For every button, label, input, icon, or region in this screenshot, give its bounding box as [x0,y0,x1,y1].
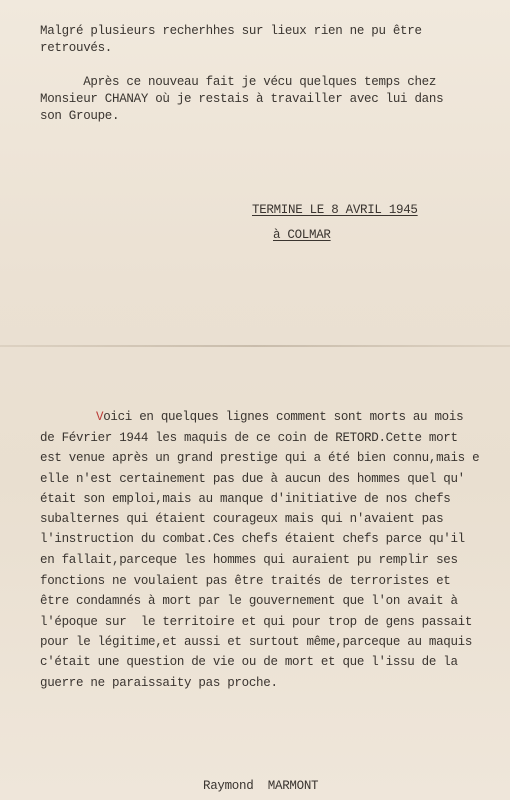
text-line: retrouvés. [40,41,113,55]
text-line: en fallait,parceque les hommes qui auraient pu remplir ses [40,553,458,567]
text-line: être condamnés à mort par le gouvernement que l'on avait à [40,594,458,608]
drop-letter: V [96,410,104,424]
text-line: elle n'est certainement pas due à aucun des hommes quel qu' [40,472,465,486]
body-first-line-text: oici en quelques lignes comment sont morts au mois [103,410,464,424]
text-line: est venue après un grand prestige qui a été bien connu,mais e [40,451,480,465]
text-line: de Février 1944 les maquis de ce coin de RETORD.Cette mort [40,431,458,445]
text-line: était son emploi,mais au manque d'initiative de nos chefs [40,492,451,506]
text-line: Monsieur CHANAY où je restais à travailler avec lui dans [40,92,444,106]
text-line: Après ce nouveau fait je vécu quelques temps chez [40,75,437,89]
text-line: fonctions ne voulaient pas être traités de terroristes et [40,574,451,588]
text-line: Malgré plusieurs recherhhes sur lieux rien ne pu être [40,24,422,38]
text-line: pour le légitime,et aussi et surtout même,parceque au maquis [40,635,473,649]
text-line: c'était une question de vie ou de mort et que l'issu de la [40,655,458,669]
text-line: l'époque sur le territoire et qui pour trop de gens passait [40,615,473,629]
text-line: l'instruction du combat.Ces chefs étaient chefs parce qu'il [40,532,465,546]
termine-place: à COLMAR [273,228,331,242]
termine-date: TERMINE LE 8 AVRIL 1945 [252,203,418,217]
body-first-line [96,410,463,424]
signature-name: Raymond MARMONT [203,779,319,793]
text-line: son Groupe. [40,109,120,123]
paper-fold-crease [0,345,510,347]
text-line: subalternes qui étaient courageux mais qui n'avaient pas [40,512,444,526]
text-line: guerre ne paraissaity pas proche. [40,676,278,690]
